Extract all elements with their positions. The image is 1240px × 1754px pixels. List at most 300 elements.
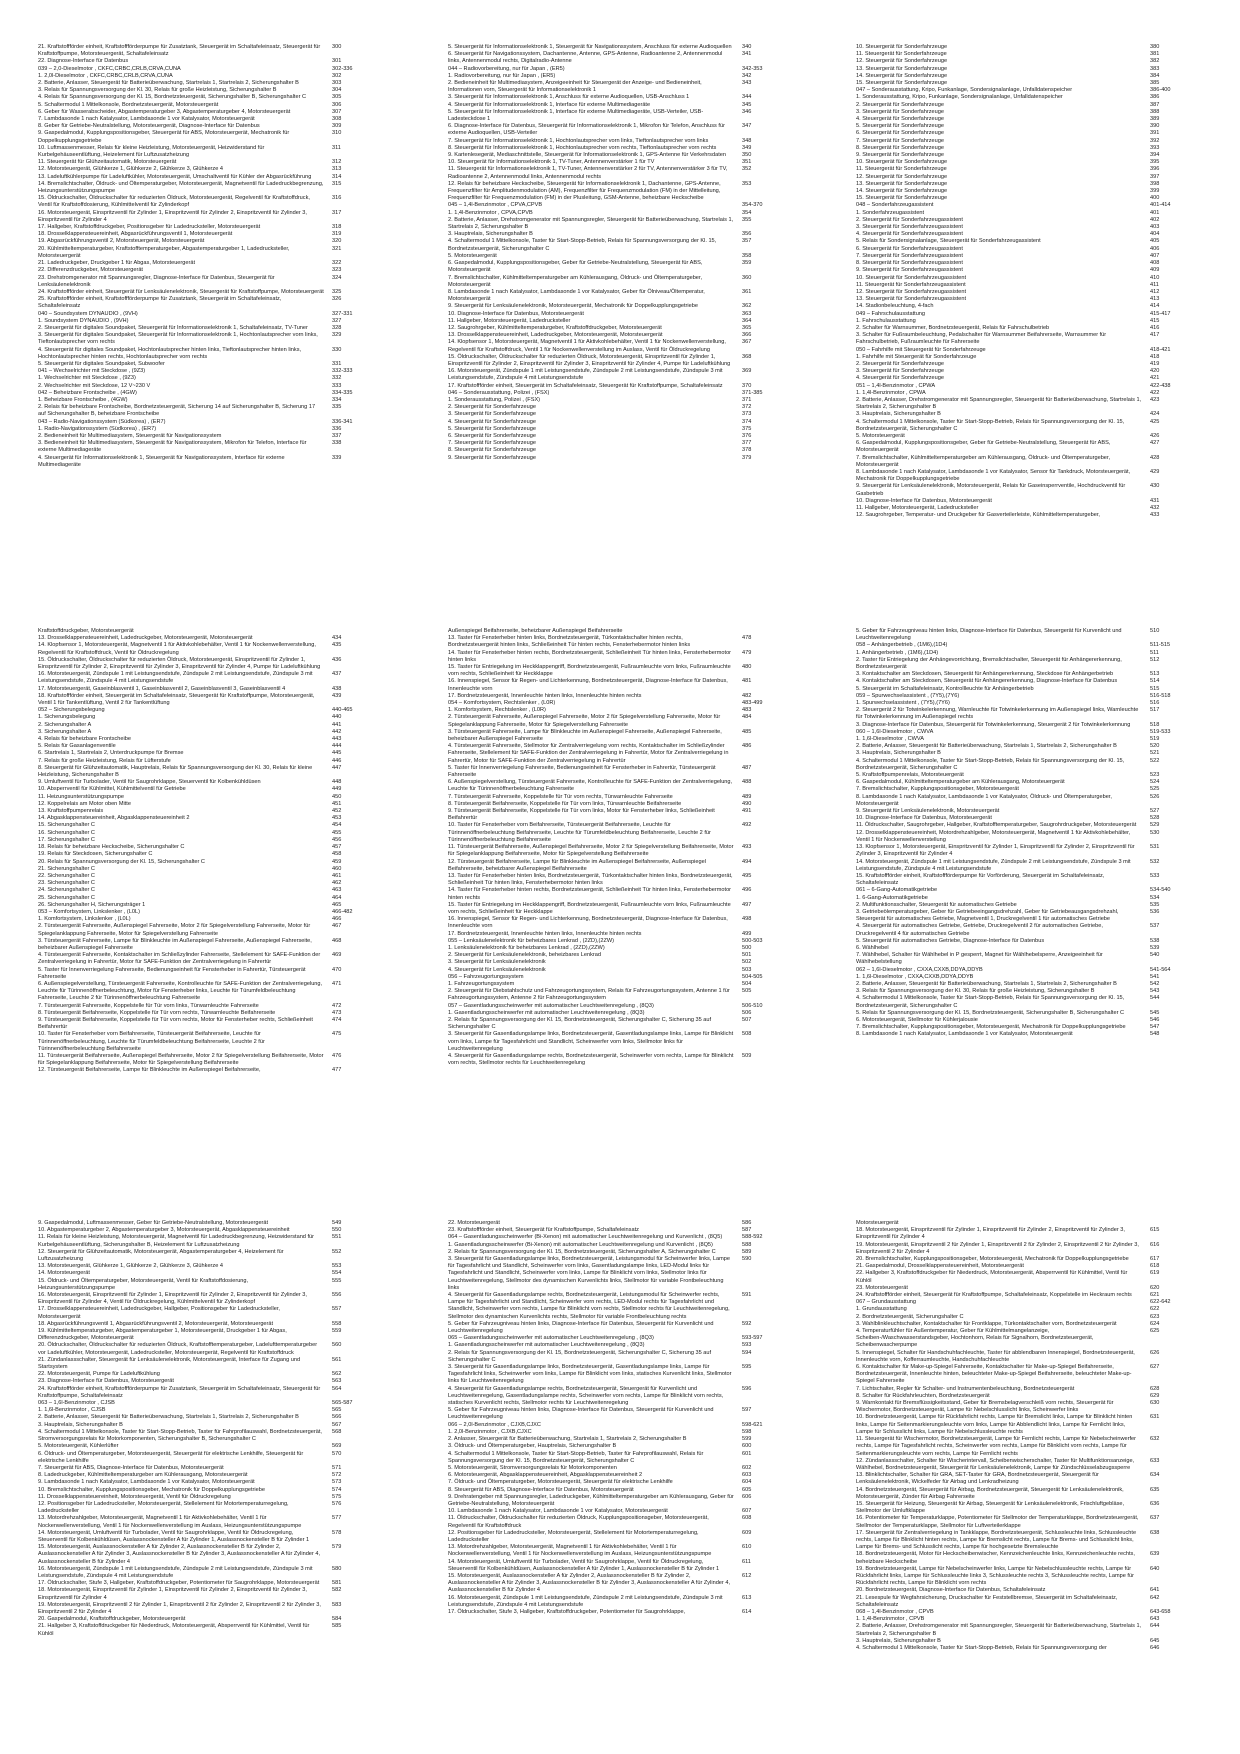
entry-page-number: 561 (332, 1356, 342, 1363)
entry-page-number: 417 (1150, 332, 1160, 339)
entry-page-number: 317 (332, 209, 342, 216)
entry-page-number: 516 (1150, 700, 1160, 707)
entry-page-number: 322 (332, 260, 342, 267)
index-entry (38, 66, 398, 73)
index-entry (38, 1487, 398, 1494)
entry-title: 11. Steuergerät für Glühzeitautomatik, Motorsteuergerät (38, 159, 177, 166)
entry-title: 1. Gasentladungsscheinwerfer (Bi-Xenon) mit automatischer Leuchtweitenregelung und Kurvenlicht , (8Q5) (448, 1241, 713, 1248)
entry-page-number: 552 (332, 1248, 342, 1255)
index-entry (38, 1479, 398, 1486)
entry-page-number: 646 (1150, 1644, 1160, 1651)
entry-title: 21. Lesespule für Wegfahrsicherung, Druckschalter für Feststellbremse, Steuergerät im Schaltafeleinsatz, Schaltafeleinsatz (856, 1594, 1118, 1608)
entry-page-number: 498 (742, 916, 752, 923)
entry-title: 9. Lambdasonde 1 nach Katalysator, Lambdasonde 1 vor Katalysator, Motorsteuergerät (38, 1479, 255, 1486)
index-entry (856, 152, 1216, 159)
entry-page-number: 563 (332, 1378, 342, 1385)
entry-title: 14. Taster für Fensterheber hinten rechts, Bordnetzsteuergerät, Schließeinheit Tür hinten links, Fensterhebermotor hinten links (448, 649, 732, 663)
entry-title: 8. Lambdasonde 1 nach Katalysator, Lambdasonde 1 vor Katalysator, Geber für Ölniveau/Öltemperatur, Motorsteuergerät (448, 288, 705, 303)
entry-page-number: 449 (332, 786, 342, 793)
entry-title: 5. Steuergerät im Schaltafeleinsatz, Kontrollleuchte für Anhängerbetrieb (856, 685, 1034, 692)
entry-title: 8. Lambdasonde 1 nach Katalysator, Lambdasonde 1 vor Katalysator, Sensor für Tankdruck, Motorsteuergerät, Mechatronik für Doppelkupplungsgetriebe (856, 468, 1131, 483)
index-entry (38, 289, 398, 296)
index-entry (448, 1559, 808, 1573)
entry-page-number: 375 (742, 425, 752, 432)
index-entry (38, 686, 398, 693)
entry-page-number: 569 (332, 1443, 342, 1450)
entry-title: 7. Türsteuergerät Fahrerseite, Koppelstelle für Tür vorn rechts, Türwarnleuchte Fahrerseite (448, 793, 673, 800)
entry-page-number: 349 (742, 144, 752, 151)
entry-title: 1. Sonderausstattung, Kripo, Funkanlage, Sondersignalanlage, Unfalldatenspeicher (856, 94, 1063, 101)
entry-title: 15. Steuergerät für Heizung, Steuergerät für Airbag, Steuergerät für Lenksäulenelektronik, Frischluftgebläse, Stellmotor der Umluftklappe (856, 1500, 1125, 1515)
index-entry (856, 1017, 1216, 1024)
entry-page-number: 567 (332, 1421, 342, 1428)
entry-title: 062 – 1,6l-Dieselmotor , CXXA,CXXB,DDYA,DDYB (856, 966, 983, 973)
entry-title: 5. Steuergerät für Informationselektronik 1, Steuergerät für Navigationssystem, Anschluss für externe Audioquellen (448, 44, 732, 50)
entry-page-number: 328 (332, 324, 342, 331)
entry-page-number: 355 (742, 216, 752, 223)
entry-page-number: 348 (742, 137, 752, 144)
index-entry (448, 44, 808, 51)
entry-page-number: 597 (742, 1407, 752, 1414)
entry-title: 8. Steuergerät für Informationselektronik 1, Hochtonlautsprecher vorn rechts, Tieftonlautsprecher vorn rechts (448, 144, 717, 151)
entry-title: 8. Türsteuergerät Beifahrerseite, Koppelstelle für Tür vorn links, Türwarnleuchte Beifahrerseite (448, 800, 682, 807)
entry-page-number: 457 (332, 844, 342, 851)
index-entry (856, 1299, 1216, 1306)
entry-title: 056 – Fahrzeugortungssystem (448, 973, 524, 980)
entry-page-number: 473 (332, 1009, 342, 1016)
entry-page-number: 513 (1150, 671, 1160, 678)
entry-title: 7. Wählhebel, Schalter für Wählhebel in P gesperrt, Magnet für Wählhebelsperre, Anzeigeeinheit für Wählhebelstellung (856, 952, 1103, 966)
index-entry (856, 130, 1216, 137)
entry-title: 1. Fahrschulausstattung (856, 317, 916, 324)
entry-title: 16. Motorsteuergerät, Einspritzventil für Zylinder 1, Einspritzventil für Zylinder 2, Einspritzventil für Zylinder 3, Einspritzventil für Zylinder 4, Ventil für Öldruckregelung, Kühlmittelventil für Zylinderkopf (38, 1292, 307, 1306)
index-entry (448, 945, 808, 952)
index-entry (448, 1342, 808, 1349)
entry-title: 2. Relais für Spannungsversorgung der Kl. 15, Bordnetzsteuergerät, Sicherungshalter C, Sicherung 35 auf Sicherungshalter C (448, 1349, 712, 1363)
entry-page-number: 304 (332, 87, 342, 94)
entry-title: 6. Außenspiegelverstellung, Türsteuergerät Fahrerseite, Kontrolleuchte für SAFE-Funktion der Zentralverriegelung, Leuchte für Türinnenöffnerbeleuchtung, Motor für Fensterheber links, Leuchte für Türumfeldbeleuchtung Fahrerseite, Leuchte 2 für Türinnenöffnerbeleuchtung Fahrerseite (38, 980, 323, 1002)
entry-page-number: 390 (1150, 123, 1160, 130)
index-entry (38, 736, 398, 743)
entry-title: 12. Steuergerät für Sonderfahrzeuge (856, 173, 948, 180)
index-entry (38, 779, 398, 786)
entry-title: 8. Steuergerät für Glühzeitautomatik, Hauptrelais, Relais für Spannungsversorgung der Kl. 30, Relais für kleine Heizleistung, Sicherungshalter B (38, 764, 313, 779)
entry-page-number: 546 (1150, 1016, 1160, 1023)
index-entry (38, 260, 398, 267)
entry-page-number: 358 (742, 252, 752, 259)
entry-title: 16. Innenspiegel, Sensor für Regen- und Lichterkennung, Bordnetzsteuergerät, Diagnose-Interface für Datenbus, Innenleuchte vorn (448, 916, 728, 930)
entry-page-number: 452 (332, 808, 342, 815)
entry-title: 20. Bremslichtschalter, Kupplungspositionsgeber, Motorsteuergerät, Mechatronik für Doppelkupplungsgetriebe (856, 1256, 1129, 1263)
index-entry (38, 822, 398, 829)
index-entry (856, 311, 1216, 318)
index-entry (448, 138, 808, 145)
entry-title: 18. Relais für beheizbare Heckscheibe, Sicherungshalter C (38, 844, 185, 851)
index-entry (856, 123, 1216, 130)
entry-page-number: 579 (332, 1544, 342, 1551)
index-entry (448, 109, 808, 123)
entry-page-number: 586 (742, 1220, 752, 1226)
index-entry (856, 887, 1216, 894)
index-entry (448, 419, 808, 426)
entry-title: 1. Fahrzeugortungssystem (448, 980, 515, 987)
entry-page-number: 545 (1150, 1009, 1160, 1016)
entry-title: 3. Hauptrelais, Sicherungshalter B (856, 411, 941, 418)
entry-page-number: 497 (742, 901, 752, 908)
entry-page-number: 426 (1150, 432, 1160, 439)
index-entry (448, 1465, 808, 1472)
entry-page-number: 612 (742, 1572, 752, 1579)
entry-page-number: 310 (332, 130, 342, 137)
entry-page-number: 633 (1150, 1457, 1160, 1464)
entry-page-number: 373 (742, 411, 752, 418)
index-entry (38, 866, 398, 873)
entry-title: 3. Hauptrelais, Sicherungshalter B (856, 1637, 941, 1644)
entry-page-number: 626 (1150, 1349, 1160, 1356)
index-entry (38, 967, 398, 981)
entry-page-number: 518 (1150, 721, 1160, 728)
index-entry (38, 1031, 398, 1053)
entry-title: 16. Innenspiegel, Sensor für Regen- und Lichterkennung, Bordnetzsteuergerät, Diagnose-Interface für Datenbus, Innenleuchte vorn (448, 678, 728, 692)
entry-title: 3. Steuergerät für Sonderfahrzeugassistent (856, 224, 963, 231)
entry-page-number: 609 (742, 1529, 752, 1536)
entry-page-number: 549 (332, 1220, 342, 1226)
index-entry (856, 138, 1216, 145)
entry-page-number: 592 (742, 1320, 752, 1327)
entry-page-number: 511 (1150, 649, 1159, 656)
entry-page-number: 418 (1150, 353, 1160, 360)
entry-page-number: 591 (742, 1292, 752, 1299)
entry-page-number: 415 (1150, 317, 1160, 324)
entry-title: 15. Öldruckschalter, Öldruckschalter für reduzierten Öldruck, Motorsteuergerät, Einspritzventil für Zylinder 1, Einspritzventil für Zylinder 2, Einspritzventil für Zylinder 3, Einspritzventil für Zylinder 4, Pumpe für Ladeluftkühlung (448, 353, 731, 367)
index-entry (448, 1595, 808, 1609)
entry-page-number: 361 (742, 288, 752, 295)
entry-page-number: 409 (1150, 267, 1160, 274)
index-entry (38, 1292, 398, 1306)
entry-title: 9. Steuergerät für Sonderfahrzeuge (856, 152, 945, 159)
index-entry (38, 332, 398, 346)
entry-title: 18. Drosselklappensteuereinheit, Abgasrückführungsventil 1, Motorsteuergerät (38, 231, 233, 238)
index-entry (856, 671, 1216, 678)
entry-page-number: 625 (1150, 1328, 1160, 1335)
entry-page-number: 442 (332, 728, 342, 735)
index-entry (38, 318, 398, 325)
entry-page-number: 630 (1150, 1400, 1160, 1407)
index-entry (38, 851, 398, 858)
index-entry (448, 635, 808, 649)
index-entry (448, 145, 808, 152)
entry-page-number: 526 (1150, 793, 1160, 800)
entry-title: 046 – Sonderausstattung, Polizei , (FSX) (448, 389, 550, 396)
entry-page-number: 303 (332, 80, 342, 87)
entry-page-number: 560 (332, 1342, 342, 1349)
entry-title: 19. Bordnetzsteuergerät, Lampe für Nebelscheinwerfer links, Lampe für Nebelschlussleuchte rechts, Lampe für Rückfahrlicht links, Lampe für Schlussleuchte links 3, Schlussleuchte rechts 3, Schlussleuchte rechts, Lampe für Rückfahrlicht rechts, Lampe für Blinklicht vorn rechts (856, 1565, 1134, 1587)
entry-title: 044 – Radiovorbereitung, nur für Japan , (ER5) (448, 65, 565, 72)
entry-page-number: 534-540 (1150, 887, 1171, 894)
entry-page-number: 366 (742, 332, 752, 339)
entry-page-number: 619 (1150, 1270, 1160, 1277)
index-entry (448, 765, 808, 779)
index-entry (38, 102, 398, 109)
index-entry (856, 743, 1216, 750)
entry-title: 5. Kraftstoffpumpenrelais, Motorsteuergerät (856, 772, 964, 779)
index-entry (856, 772, 1216, 779)
entry-title: 1. Anhängerbetrieb , (1M6),(1D4) (856, 649, 939, 656)
index-entry (856, 981, 1216, 988)
entry-title: 4. Schaltermodul 1 Mittelkonsole, Taster für Start-Stopp-Betrieb, Relais für Spannungsversorgung der Kl. 15, Bordnetzsteuergerät, Sicherungshalter C (856, 757, 1125, 771)
entry-page-number: 471 (332, 980, 342, 987)
entry-title: 2. Türsteuergerät Fahrerseite, Außenspiegel Fahrerseite, Motor 2 für Spiegelverstellung Fahrerseite, Motor für Spiegelanklappung Fahrerseite, Motor für Spiegelverstellung Fahrerseite (448, 714, 721, 728)
entry-page-number: 535 (1150, 901, 1160, 908)
index-entry (856, 303, 1216, 310)
entry-page-number: 347 (742, 123, 752, 130)
index-entry (38, 181, 398, 195)
entry-title: 2. Steuergerät für Sonderfahrzeuge (448, 404, 537, 411)
entry-page-number: 351 (742, 159, 752, 166)
index-entry (856, 1292, 1216, 1299)
index-entry (38, 873, 398, 880)
entry-title: 2. Batterie, Anlasser, Steuergerät für Batterieüberwachung, Startrelais 1, Startrelais 2, Sicherungshalter B (856, 743, 1117, 750)
index-entry (38, 145, 398, 159)
entry-page-number: 316 (332, 195, 342, 202)
entry-page-number: 309 (332, 123, 342, 130)
index-entry (38, 1371, 398, 1378)
index-entry (856, 289, 1216, 296)
index-entry (38, 246, 398, 260)
entry-title: 23. Drehstromgenerator mit Spannungsregler, Diagnose-Interface für Datenbus, Steuergerät für Lenksäulenelektronik (38, 274, 275, 288)
entry-title: 4. Schaltermodul 1 Mittelkonsole, Taster für Start-Stopp-Betrieb, Taster für Fahrprofilauswahl, Bordnetzsteuergerät, Stromversorgungsrelais für Motorkomponenten, Sicherungshalter B, Sicherungshalter C (38, 1428, 322, 1443)
index-entry (38, 729, 398, 736)
index-entry (448, 844, 808, 858)
entry-page-number: 558 (332, 1320, 342, 1327)
entry-title: 4. Steuergerät für Lenksäulenelektronik (448, 966, 546, 973)
entry-title: 10. Diagnose-Interface für Datenbus, Motorsteuergerät (448, 310, 584, 317)
index-entry (38, 347, 398, 361)
index-entry (38, 750, 398, 757)
entry-title: 2. Steuergerät für Sonderfahrzeugassistent (856, 216, 963, 223)
entry-title: 4. Relais für Spannungsversorgung der Kl. 15, Bordnetzsteuergerät, Sicherungshalter B, Sicherungshalter C (38, 94, 307, 101)
index-entry (38, 722, 398, 729)
entry-page-number: 492 (742, 822, 752, 829)
entry-title: 19. Motorsteuergerät, Einspritzventil 2 für Zylinder 1, Einspritzventil 2 für Zylinder 2, Einspritzventil 2 für Zylinder 3, Einspritzventil 2 für Zylinder 4 (856, 1241, 1139, 1255)
entry-page-number: 593 (742, 1342, 752, 1349)
entry-page-number: 515 (1150, 685, 1160, 692)
entry-page-number: 542 (1150, 980, 1160, 987)
entry-page-number: 590 (742, 1256, 752, 1263)
entry-page-number: 416 (1150, 324, 1160, 331)
index-entry (448, 981, 808, 988)
entry-title: 4. Steuergerät für Sonderfahrzeuge (856, 116, 945, 123)
index-entry (856, 1306, 1216, 1313)
entry-title: 10. Steuergerät für Informationselektronik 1, TV-Tuner, Antennenverstärker 1 für TV (448, 159, 655, 166)
index-entry (38, 1544, 398, 1566)
entry-title: 15. Sicherungshalter C (38, 822, 95, 829)
entry-title: 16. Potentiometer für Temperaturklappe, Potentiometer für Stellmotor der Temperaturklappe, Bordnetzsteuergerät, Stellmotor der Temperaturklappe, Stellmotor für Luftverteilerklappe (856, 1515, 1139, 1529)
index-entry (38, 1616, 398, 1623)
entry-title: 6. Steuergerät für Sonderfahrzeuge (856, 130, 945, 137)
index-entry (856, 267, 1216, 274)
index-entry (448, 455, 808, 462)
index-column-1 (38, 628, 398, 1075)
entry-title: 6. Motorsteuergerät, Abgasklappensteuereinheit, Abgasklappensteuereinheit 2 (448, 1472, 643, 1479)
entry-page-number: 614 (742, 1608, 752, 1615)
index-entry (856, 650, 1216, 657)
entry-title: 8. Türsteuergerät Beifahrerseite, Koppelstelle für Tür vorn rechts, Türwarnleuchte Beifahrerseite (38, 1009, 276, 1016)
entry-page-number: 521 (1150, 750, 1160, 757)
index-entry (448, 311, 808, 318)
entry-title: 6. Gaspedalmodul, Kupplungspositionsgeber, Geber für Getriebe-Neutralstellung, Steuergerät für ABS, Motorsteuergerät (448, 260, 703, 274)
entry-title: 1. 1,6l-Benzinmotor , CJSB (38, 1407, 106, 1414)
entry-page-number: 511-515 (1150, 642, 1171, 649)
index-entry (856, 1321, 1216, 1328)
index-entry (38, 404, 398, 418)
entry-title: 3. Türsteuergerät Fahrerseite, Lampe für Blinkleuchte im Außenspiegel Fahrerseite, Außenspiegel Fahrerseite, beheizbarer Außenspiegel Fahrerseite (38, 937, 312, 951)
entry-title: 5. Innenspiegel, Schalter für Handschuhfachleuchte, Taster für abblendbaren Innenspiegel, Bordnetzsteuergerät, Innenleuchte vorn, Kofferraumleuchte, Handschuhfachleuchte (856, 1349, 1135, 1363)
index-entry (856, 1400, 1216, 1414)
entry-page-number: 397 (1150, 173, 1160, 180)
entry-title: 052 – Sicherungsbelegung (38, 707, 105, 714)
entry-page-number: 379 (742, 454, 752, 461)
entry-page-number: 353 (742, 180, 752, 187)
entry-page-number: 368 (742, 353, 752, 360)
entry-page-number: 428 (1150, 454, 1160, 461)
entry-title: 16. Motorsteuergerät, Zündspule 1 mit Leistungsendstufe, Zündspule 2 mit Leistungsendstufe, Zündspule 3 mit Leistungsendstufe, Zündspule 4 mit Leistungsendstufe (38, 671, 313, 685)
index-entry (448, 102, 808, 109)
entry-page-number: 336-341 (332, 418, 353, 425)
index-entry (38, 94, 398, 101)
index-entry (448, 433, 808, 440)
entry-title: 14. Stadionbeleuchtung, 4-fach (856, 303, 934, 310)
entry-title: 13. Taster für Fensterheber hinten links, Bordnetzsteuergerät, Türkontaktschalter hinten rechts, Bordnetzsteuergerät hinten links, Schließeinheit Tür hinten rechts, Fensterhebermotor hinten links (448, 635, 691, 649)
entry-title: 1. Radio-Navigationssystem (Südkorea) , (ER7) (38, 425, 157, 432)
entry-page-number: 415-417 (1150, 310, 1171, 317)
entry-title: 11. Drosselklappensteuereinheit, Motorsteuergerät, Ventil für Öldruckregelung (38, 1493, 231, 1500)
index-entry (856, 902, 1216, 909)
entry-page-number: 503 (742, 966, 752, 973)
entry-page-number: 340 (742, 44, 752, 50)
entry-title: 3. Getriebeölemperaturgeber, Geber für Getriebeeingangsdrehzahl, Geber für Getriebeausgangsdrehzahl, Steuergerät für automatisches Getriebe, Magnetventil 1, Druckregelventil 1 für automatisches Getriebe (856, 908, 1119, 923)
entry-page-number: 481 (742, 678, 752, 685)
index-entry (856, 188, 1216, 195)
entry-title: 15. Öldruckschalter, Öldruckschalter für reduzierten Öldruck, Motorsteuergerät, Regelventil für Kraftstoffdruck, Ventil für Kraftstoffdosierung, Kühlmittelventil für Zylinderkopf (38, 195, 310, 209)
index-entry (856, 1220, 1216, 1227)
entry-page-number: 411 (1150, 281, 1159, 288)
entry-page-number: 446 (332, 757, 342, 764)
entry-page-number: 606 (742, 1493, 752, 1500)
index-entry (448, 1227, 808, 1234)
index-entry (856, 1024, 1216, 1031)
entry-page-number: 555 (332, 1277, 342, 1284)
index-entry (448, 664, 808, 678)
entry-title: 17. Öldruckschalter, Stufe 3, Hallgeber, Kraftstoffdruckgeber, Potentiometer für Saugrohrklappe, (448, 1608, 686, 1615)
entry-title: 4. Türsteuergerät Fahrerseite, Stellmotor für Zentralverriegelung vorn rechts, Kontaktschalter im Schließzylinder Fahrerseite, Stellelement für SAFE-Funktion der Zentralverriegelung in Fahrertür, Motor für Zentralverriegelung in Fahrertür, Motor für SAFE-Funktion der Zentralverriegelung in Fahrertür (448, 743, 729, 764)
index-entry (448, 1003, 808, 1010)
entry-page-number: 331 (332, 360, 342, 367)
entry-page-number: 465 (332, 901, 342, 908)
entry-page-number: 576 (332, 1500, 342, 1507)
entry-page-number: 486 (742, 743, 752, 750)
entry-title: 058 – Anhängerbetrieb , (1M6),(1D4) (856, 642, 948, 649)
index-entry (448, 159, 808, 166)
entry-page-number: 342-353 (742, 65, 763, 72)
entry-title: 9. Türsteuergerät Beifahrerseite, Koppelstelle für Tür vorn rechts, Motor für Fensterheber rechts, Schließeinheit Beifahrertür (38, 1016, 313, 1031)
entry-title: 2. Türsteuergerät Fahrerseite, Außenspiegel Fahrerseite, Motor 2 für Spiegelverstellung Fahrerseite, Motor für Spiegelanklappung Fahrerseite, Motor für Spiegelverstellung Fahrerseite (38, 923, 311, 937)
index-entry (856, 1472, 1216, 1486)
entry-title: 048 – Sonderfahrzeugassistent (856, 202, 934, 209)
index-entry (856, 1566, 1216, 1588)
index-entry (448, 440, 808, 447)
entry-title: 7. Steuergerät für Sonderfahrzeuge (856, 137, 945, 144)
entry-title: 1. Fahrhilfe mit Steuergerät für Sonderfahrzeuge (856, 353, 977, 360)
index-entry (448, 808, 808, 822)
index-entry (856, 260, 1216, 267)
index-entry (448, 650, 808, 664)
index-entry (448, 1321, 808, 1335)
entry-page-number: 622 (1150, 1306, 1160, 1313)
entry-page-number: 577 (332, 1515, 342, 1522)
index-entry (38, 109, 398, 116)
index-entry (856, 80, 1216, 87)
index-entry (856, 44, 1216, 51)
entry-page-number: 357 (742, 238, 752, 245)
entry-title: 13. Steuergerät für Sonderfahrzeuge (856, 65, 948, 72)
entry-page-number: 601 (742, 1450, 752, 1457)
index-column-3 (856, 1220, 1216, 1652)
index-entry (38, 1067, 398, 1074)
entry-title: 4. Kontaktschalter am Steckdosen, Steuergerät für Anhängererkennung, Diagnose-Interface für Datenbus (856, 678, 1118, 685)
entry-page-number: 608 (742, 1515, 752, 1522)
index-entry (856, 174, 1216, 181)
index-entry (448, 368, 808, 382)
entry-title: 23. Sicherungshalter C (38, 880, 95, 887)
index-entry (38, 1263, 398, 1270)
entry-title: 3. Kontaktschalter am Steckdosen, Steuergerät für Anhängererkennung, Steckdose für Anhängerbetrieb (856, 671, 1114, 678)
entry-title: 17. Hallgeber, Kraftstoffdruckgeber, Positionsgeber für Ladedrucksteller, Motorsteuergerät (38, 224, 261, 231)
entry-title: 12. Steuergerät für Sonderfahrzeugassistent (856, 288, 967, 295)
entry-title: 10. Taster für Fensterheber vorn Beifahrerseite, Türsteuergerät Beifahrerseite, Leuchte für Türinnenöffnerbeleuchtung, Leuchte für Türumfeldbeleuchtung Beifahrerseite, Leuchte 2 für Türinnenöffnerbeleuchtung Beifahrerseite (38, 1031, 265, 1052)
entry-title: 3. Bedieneinheit für Multimediasystem, Steuergerät für Navigationssystem, Mikrofon für Telefon, Interface für externe Multimediageräte (38, 440, 307, 454)
entry-page-number: 388 (1150, 108, 1160, 115)
entry-page-number: 505 (742, 988, 752, 995)
entry-title: 7. Steuergerät für Sonderfahrzeuge (448, 440, 537, 447)
entry-title: 3. Steuergerät für Gasentladungslampe links, Bordnetzsteuergerät, Gasentladungslampe links, Lampe für Blinklicht vorn links, Lampe für Tagesfahrlicht und Standlicht, Scheinwerfer vorn links, Stellmotor links für Leuchtweitenregelung (448, 1031, 734, 1052)
index-entry (856, 325, 1216, 332)
entry-title: 1. Radiovorbereitung, nur für Japan , (ER5) (448, 72, 556, 79)
entry-title: 10. Bordnetzsteuergerät, Lampe für Rückfahrlicht rechts, Lampe für Bremslicht links, Lampe für Blinklicht hinten links, Lampe für Seitenmarkierungsleuchte vorn links, Lampe für Abblendlicht links, Lampe für Fernlicht links, Lampe für Schlusslicht links, Lampe für Nebelschlussleuchte rechts (856, 1414, 1133, 1435)
entry-page-number: 389 (1150, 116, 1160, 123)
entry-page-number: 455 (332, 829, 342, 836)
entry-page-number: 385 (1150, 80, 1160, 87)
entry-page-number: 307 (332, 108, 342, 115)
entry-title: 14. Motorsteuergerät (38, 1270, 90, 1277)
entry-title: 17. Steuergerät für Zentralverriegelung in Tankklappe, Bordnetzsteuergerät, Schlussleuchte links, Schlussleuchte rechts, Lampe für Blinklicht hinten rechts, Lampe für Bremslicht rechts, Lampe für Brems- und Schlusslicht links, Lampe für Brems- und Schlusslicht rechts, Lampe für hochgesetzte Bremsleuchte (856, 1529, 1137, 1551)
entry-page-number: 306 (332, 101, 342, 108)
index-entry (38, 44, 398, 58)
entry-page-number: 374 (742, 418, 752, 425)
entry-page-number: 344 (742, 94, 752, 101)
entry-page-number: 384 (1150, 72, 1160, 79)
entry-page-number: 482 (742, 692, 752, 699)
index-column-2 (448, 628, 808, 1067)
entry-page-number: 429 (1150, 468, 1160, 475)
entry-page-number: 341 (742, 51, 752, 58)
entry-page-number: 629 (1150, 1392, 1160, 1399)
entry-title: 14. Motorsteuergerät, Umluftventil für Turbolader, Ventil für Saugrohrklappe, Ventil für Öldruckregelung, Steuerventil für Kolbenkühldüsen, Auslassnockensteller A für Zylinder 1, Auslassnockensteller B für Zylinder 1 (448, 1558, 720, 1572)
entry-page-number: 605 (742, 1486, 752, 1493)
index-entry (856, 736, 1216, 743)
index-entry (856, 238, 1216, 245)
entry-page-number: 372 (742, 404, 752, 411)
